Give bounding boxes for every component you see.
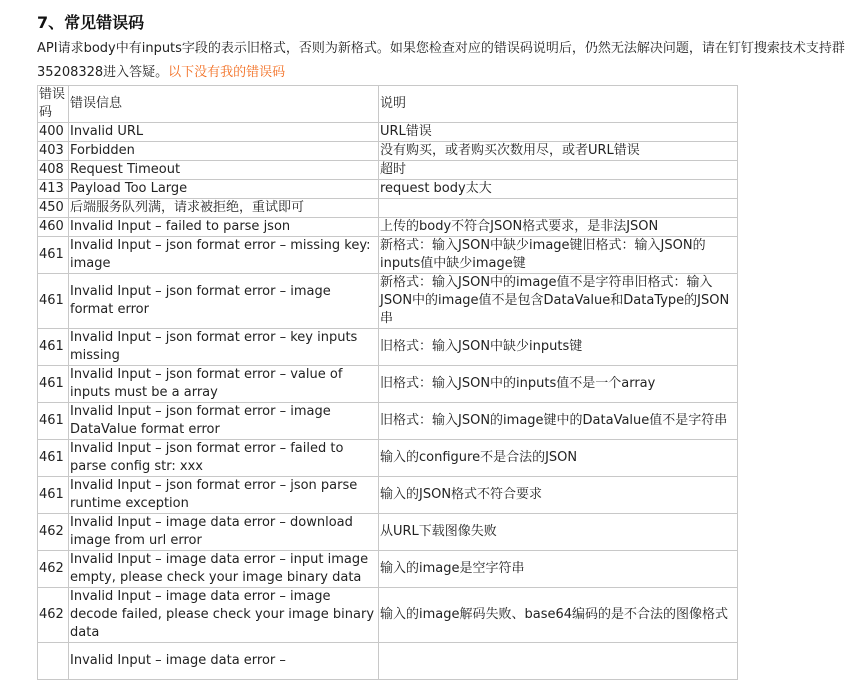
cell-message: Forbidden xyxy=(69,142,379,161)
table-row xyxy=(38,514,738,551)
cell-description: 超时 xyxy=(379,161,738,180)
cell-description xyxy=(379,199,738,218)
cell-message: Invalid Input – image data error – download image from url error xyxy=(69,514,379,551)
cell-code: 408 xyxy=(38,161,69,180)
cell-code: 461 xyxy=(38,440,69,477)
cell-message: 后端服务队列满，请求被拒绝，重试即可 xyxy=(69,199,379,218)
cell-message: Invalid Input – failed to parse json xyxy=(69,218,379,237)
cell-description: 输入的configure不是合法的JSON xyxy=(379,440,738,477)
table-row xyxy=(38,123,738,142)
cell-code: 462 xyxy=(38,551,69,588)
table-row xyxy=(38,237,738,274)
table-row xyxy=(38,440,738,477)
cell-message: Invalid Input – json format error – json parse runtime exception xyxy=(69,477,379,514)
cell-message: Invalid Input – json format error – image DataValue format error xyxy=(69,403,379,440)
cell-code: 450 xyxy=(38,199,69,218)
table-row xyxy=(38,403,738,440)
cell-description: 新格式：输入JSON中的image值不是字符串旧格式：输入JSON中的image值不是包含DataValue和DataType的JSON串 xyxy=(379,274,738,329)
cell-message: Invalid Input – json format error – failed to parse config str: xxx xyxy=(69,440,379,477)
table-row xyxy=(38,180,738,199)
cell-code: 461 xyxy=(38,403,69,440)
cell-message: Invalid Input – image data error – image decode failed, please check your image binary data xyxy=(69,588,379,643)
cell-message: Invalid Input – json format error – image format error xyxy=(69,274,379,329)
table-row xyxy=(38,274,738,329)
cell-code: 461 xyxy=(38,237,69,274)
cell-description: 新格式：输入JSON中缺少image键旧格式：输入JSON的inputs值中缺少image键 xyxy=(379,237,738,274)
cell-message: Request Timeout xyxy=(69,161,379,180)
cell-code: 413 xyxy=(38,180,69,199)
table-row xyxy=(38,218,738,237)
cell-description: 没有购买，或者购买次数用尽，或者URL错误 xyxy=(379,142,738,161)
cell-code: 460 xyxy=(38,218,69,237)
cell-message: Payload Too Large xyxy=(69,180,379,199)
header-message: 错误信息 xyxy=(69,86,379,123)
cell-description: 旧格式：输入JSON中缺少inputs键 xyxy=(379,329,738,366)
section-heading: 7、常见错误码 xyxy=(37,13,145,32)
table-row xyxy=(38,199,738,218)
cell-description: 输入的image是空字符串 xyxy=(379,551,738,588)
cell-message: Invalid Input – json format error – missing key: image xyxy=(69,237,379,274)
cell-code: 461 xyxy=(38,274,69,329)
cell-description xyxy=(379,643,738,680)
cell-description: 旧格式：输入JSON中的inputs值不是一个array xyxy=(379,366,738,403)
cell-description: 输入的JSON格式不符合要求 xyxy=(379,477,738,514)
cell-code xyxy=(38,643,69,680)
cell-code: 461 xyxy=(38,329,69,366)
cell-message: Invalid URL xyxy=(69,123,379,142)
table-header-row xyxy=(38,86,738,123)
cell-code: 462 xyxy=(38,514,69,551)
cell-message: Invalid Input – image data error – xyxy=(69,643,379,680)
table-row xyxy=(38,142,738,161)
cell-message: Invalid Input – image data error – input image empty, please check your image binary data xyxy=(69,551,379,588)
cell-description: URL错误 xyxy=(379,123,738,142)
cell-message: Invalid Input – json format error – key inputs missing xyxy=(69,329,379,366)
cell-code: 400 xyxy=(38,123,69,142)
cell-description: 上传的body不符合JSON格式要求，是非法JSON xyxy=(379,218,738,237)
table-row xyxy=(38,551,738,588)
table-row xyxy=(38,161,738,180)
missing-error-code-link[interactable]: 以下没有我的错误码 xyxy=(168,65,286,80)
cell-description: 从URL下载图像失败 xyxy=(379,514,738,551)
table-row xyxy=(38,643,738,680)
cell-description: 旧格式：输入JSON的image键中的DataValue值不是字符串 xyxy=(379,403,738,440)
cell-code: 461 xyxy=(38,366,69,403)
header-description: 说明 xyxy=(379,86,738,123)
cell-message: Invalid Input – json format error – value of inputs must be a array xyxy=(69,366,379,403)
table-row xyxy=(38,588,738,643)
intro-text: API请求body中有inputs字段的表示旧格式，否则为新格式。如果您检查对应的错误码说明后，仍然无法解决问题，请在钉钉搜索技术支持群35208328进入答疑。 xyxy=(37,41,845,80)
table-row xyxy=(38,366,738,403)
error-code-table xyxy=(37,85,738,680)
cell-code: 462 xyxy=(38,588,69,643)
header-code: 错误码 xyxy=(38,86,69,123)
cell-code: 461 xyxy=(38,477,69,514)
table-row xyxy=(38,477,738,514)
cell-description: 输入的image解码失败、base64编码的是不合法的图像格式 xyxy=(379,588,738,643)
cell-code: 403 xyxy=(38,142,69,161)
cell-description: request body太大 xyxy=(379,180,738,199)
table-row xyxy=(38,329,738,366)
intro-paragraph xyxy=(37,37,849,85)
